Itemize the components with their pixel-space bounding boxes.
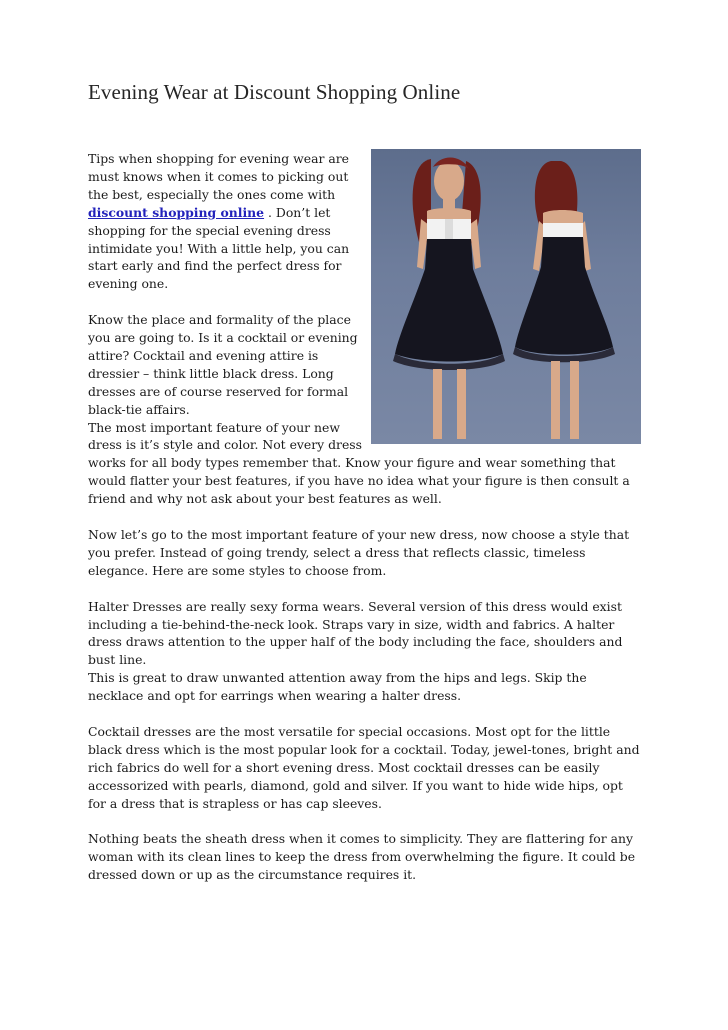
paragraph-cocktail-text: Cocktail dresses are the most versatile for special occasions. Most opt for the little black dress which is the most popular look for a cocktail. Today, jewel-tones, bright and rich fabrics do well for a short evening dress. Most cocktail dresses can be easily accessorized with pearls, diamond, gold and silver. If you want to hide wide hips, opt for a dress that is strapless or has cap sleeves. bbox=[88, 723, 640, 811]
paragraph-formality-text: Know the place and formality of the place you are going to. Is it a cocktail or evening attire? Cocktail and evening attire is dressier – think little black dress. Long dresses are of course reserved for formal black-tie affairs. bbox=[88, 312, 358, 417]
paragraph-halter-tip-text: This is great to draw unwanted attention away from the hips and legs. Skip the necklace and opt for earrings when wearing a halter dress. bbox=[88, 670, 587, 704]
page-title: Evening Wear at Discount Shopping Online bbox=[88, 80, 461, 104]
paragraph-halter-tip bbox=[88, 669, 644, 705]
paragraph-halter bbox=[88, 598, 644, 670]
paragraph-halter-text: Halter Dresses are really sexy forma wears. Several version of this dress would exist including a tie-behind-the-neck look. Straps vary in size, width and fabrics. A halter dress draws attention to the upper half of the body including the face, shoulders and bust line. bbox=[88, 598, 623, 668]
discount-shopping-link[interactable]: discount shopping online bbox=[88, 204, 265, 220]
paragraph-sheath bbox=[88, 830, 644, 884]
intro-text-after-link: . Don’t let shopping for the special evening dress intimidate you! With a little help, you can start early and find the perfect dress for evening one. bbox=[88, 204, 350, 292]
image-wrap-spacer bbox=[368, 150, 644, 450]
paragraph-choose-style bbox=[88, 526, 644, 580]
article-body bbox=[88, 150, 644, 902]
paragraph-style-color-text: The most important feature of your new dress is it’s style and color. Not every dress works for all body types remember that. Know your figure and wear something that would flatter your best features, if you have no idea what your figure is then consult a friend and why not ask about your best features as well. bbox=[88, 419, 630, 507]
paragraph-sheath-text: Nothing beats the sheath dress when it comes to simplicity. They are flattering for any woman with its clean lines to keep the dress from overwhelming the figure. It could be dressed down or up as the circumstance requires it. bbox=[88, 831, 636, 883]
paragraph-choose-style-text: Now let’s go to the most important feature of your new dress, now choose a style that you prefer. Instead of going trendy, select a dress that reflects classic, timeless elegance. Here are some styles to choose from. bbox=[88, 527, 630, 578]
paragraph-cocktail bbox=[88, 723, 644, 813]
intro-text-before-link: Tips when shopping for evening wear are must knows when it comes to picking out the best, especially the ones come with bbox=[88, 151, 349, 202]
